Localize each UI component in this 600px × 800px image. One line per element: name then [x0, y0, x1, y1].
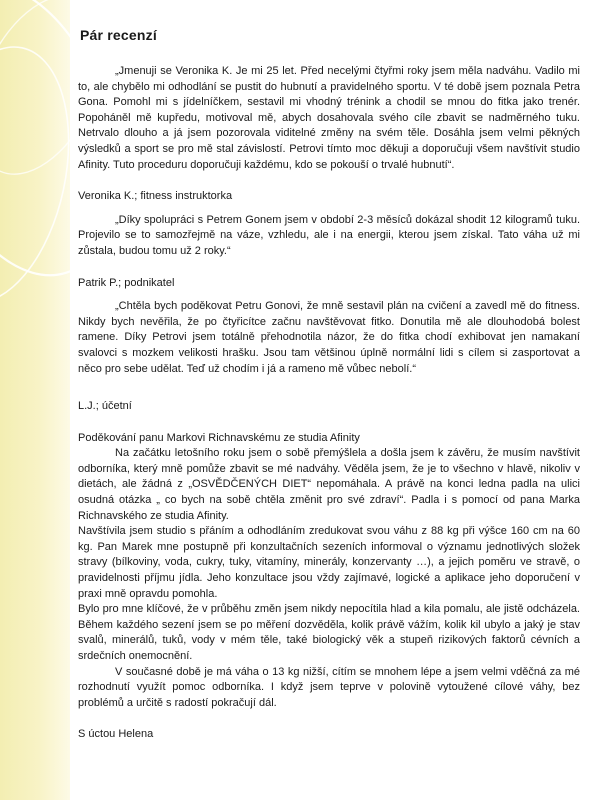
letter-body: [78, 446, 580, 711]
review-author: L.J.; účetní: [78, 400, 132, 413]
document-body: [78, 56, 580, 743]
letter-paragraph: Na začátku letošního roku jsem o sobě přemýšlela a došla jsem k závěru, že musím navštívit odborníka, který mně pomůže zbavit se mé nadváhy. Věděla jsem, že je to všechno v hlavě, nikoliv v dietách, ale žádná z „OSVĚDČENÝCH DIET“ nepomáhala. A právě na konci ledna padla na ulici osudná otázka „ co bych na sobě chtěla změnit pro své zdraví“. Padla i s pomocí od pana Marka Richnavského ze studia Afinity.: [78, 447, 580, 522]
letter-paragraph: V současné době je má váha o 13 kg nižší, cítím se mnohem lépe a jsem velmi vděčná za mé rozhodnutí využít pomoc odborníka. I když jsem teprve v polovině vytoužené cílové váhy, bez problémů a určitě s radostí pokračují dál.: [78, 665, 580, 709]
review-quote: „Jmenuji se Veronika K. Je mi 25 let. Před necelými čtyřmi roky jsem měla nadváhu. Vadilo mi to, ale chybělo mi odhodlání se pustit do hubnutí a pravidelného sportu. V té době jsem poznala Petra Gona. Pomohl mi s jídelníčkem, sestavil mi vhodný trénink a chodil se mnou do fitka jako trenér. Popoháněl mě kupředu, motivoval mě, abych dosahovala svého cíle zbavit se nadměrného tuku. Netrvalo dlouho a já jsem pozorovala viditelné změny na svém těle. Dosáhla jsem velmi pěkných výsledků a sport se pro mě stal závislostí. Petrovi tímto moc děkuji a doporučuji všem navštívit studio Afinity. Tuto proceduru doporučuji každému, kdo se pokouší o trvalé hubnutí“.: [78, 65, 580, 171]
review-author: Veronika K.; fitness instruktorka: [78, 190, 233, 203]
letter-heading: Poděkování panu Markovi Richnavskému ze studia Afinity: [78, 431, 360, 444]
review-quote: „Chtěla bych poděkovat Petru Gonovi, že mně sestavil plán na cvičení a zavedl mě do fitness. Nikdy bych nevěřila, že po čtyřicítce začnu navštěvovat fitko. Donutila mě ale dlouhodobá bolest ramene. Díky Petrovi jsem totálně přehodnotila názor, že do fitka chodí exhibovat jen namakaní svalovci s mozkem velikosti hrašku. Jsou tam většinou úplně normální lidi s cílem si zasportovat a něco pro sebe udělat. Teď už chodím i já a rameno mě vůbec nebolí.“: [78, 300, 580, 375]
review-quote: „Díky spolupráci s Petrem Gonem jsem v období 2-3 měsíců dokázal shodit 12 kilogramů tuku. Projevilo se to samozřejmě na váze, vzhledu, ale i na energii, kterou jsem získal. Tato váha už mi zůstala, budou tomu už 2 roky.“: [78, 213, 580, 257]
review-author: Patrik P.; podnikatel: [78, 276, 175, 289]
letter-signature: S úctou Helena: [78, 728, 154, 741]
letter-paragraph: Bylo pro mne klíčové, že v průběhu změn jsem nikdy nepocítila hlad a kila pomalu, ale jistě odcházela. Během každého sezení jsem se po měření dozvěděla, kolik právě vážím, kolik kil ubylo a jaký je stav svalů, minerálů, tuků, vody v mém těle, také biologický věk a stupeň rizikových faktorů cévních a srdečních onemocnění.: [78, 603, 580, 662]
letter-paragraph: Navštívila jsem studio s přáním a odhodláním zredukovat svou váhu z 88 kg při výšce 160 cm na 60 kg. Pan Marek mne postupně při konzultačních sezeních informoval o významu jednotlivých složek stravy (bílkoviny, voda, cukry, tuky, vitamíny, minerály, konzervanty …), a jejich poměru ve stravě, o pravidelnosti příjmu jídla. Jeho konzultace jsou vždy zajímavé, logické a aplikace jeho doporučení v praxi mně opravdu pomohla.: [78, 525, 580, 600]
page-title: Pár recenzí: [80, 27, 157, 43]
